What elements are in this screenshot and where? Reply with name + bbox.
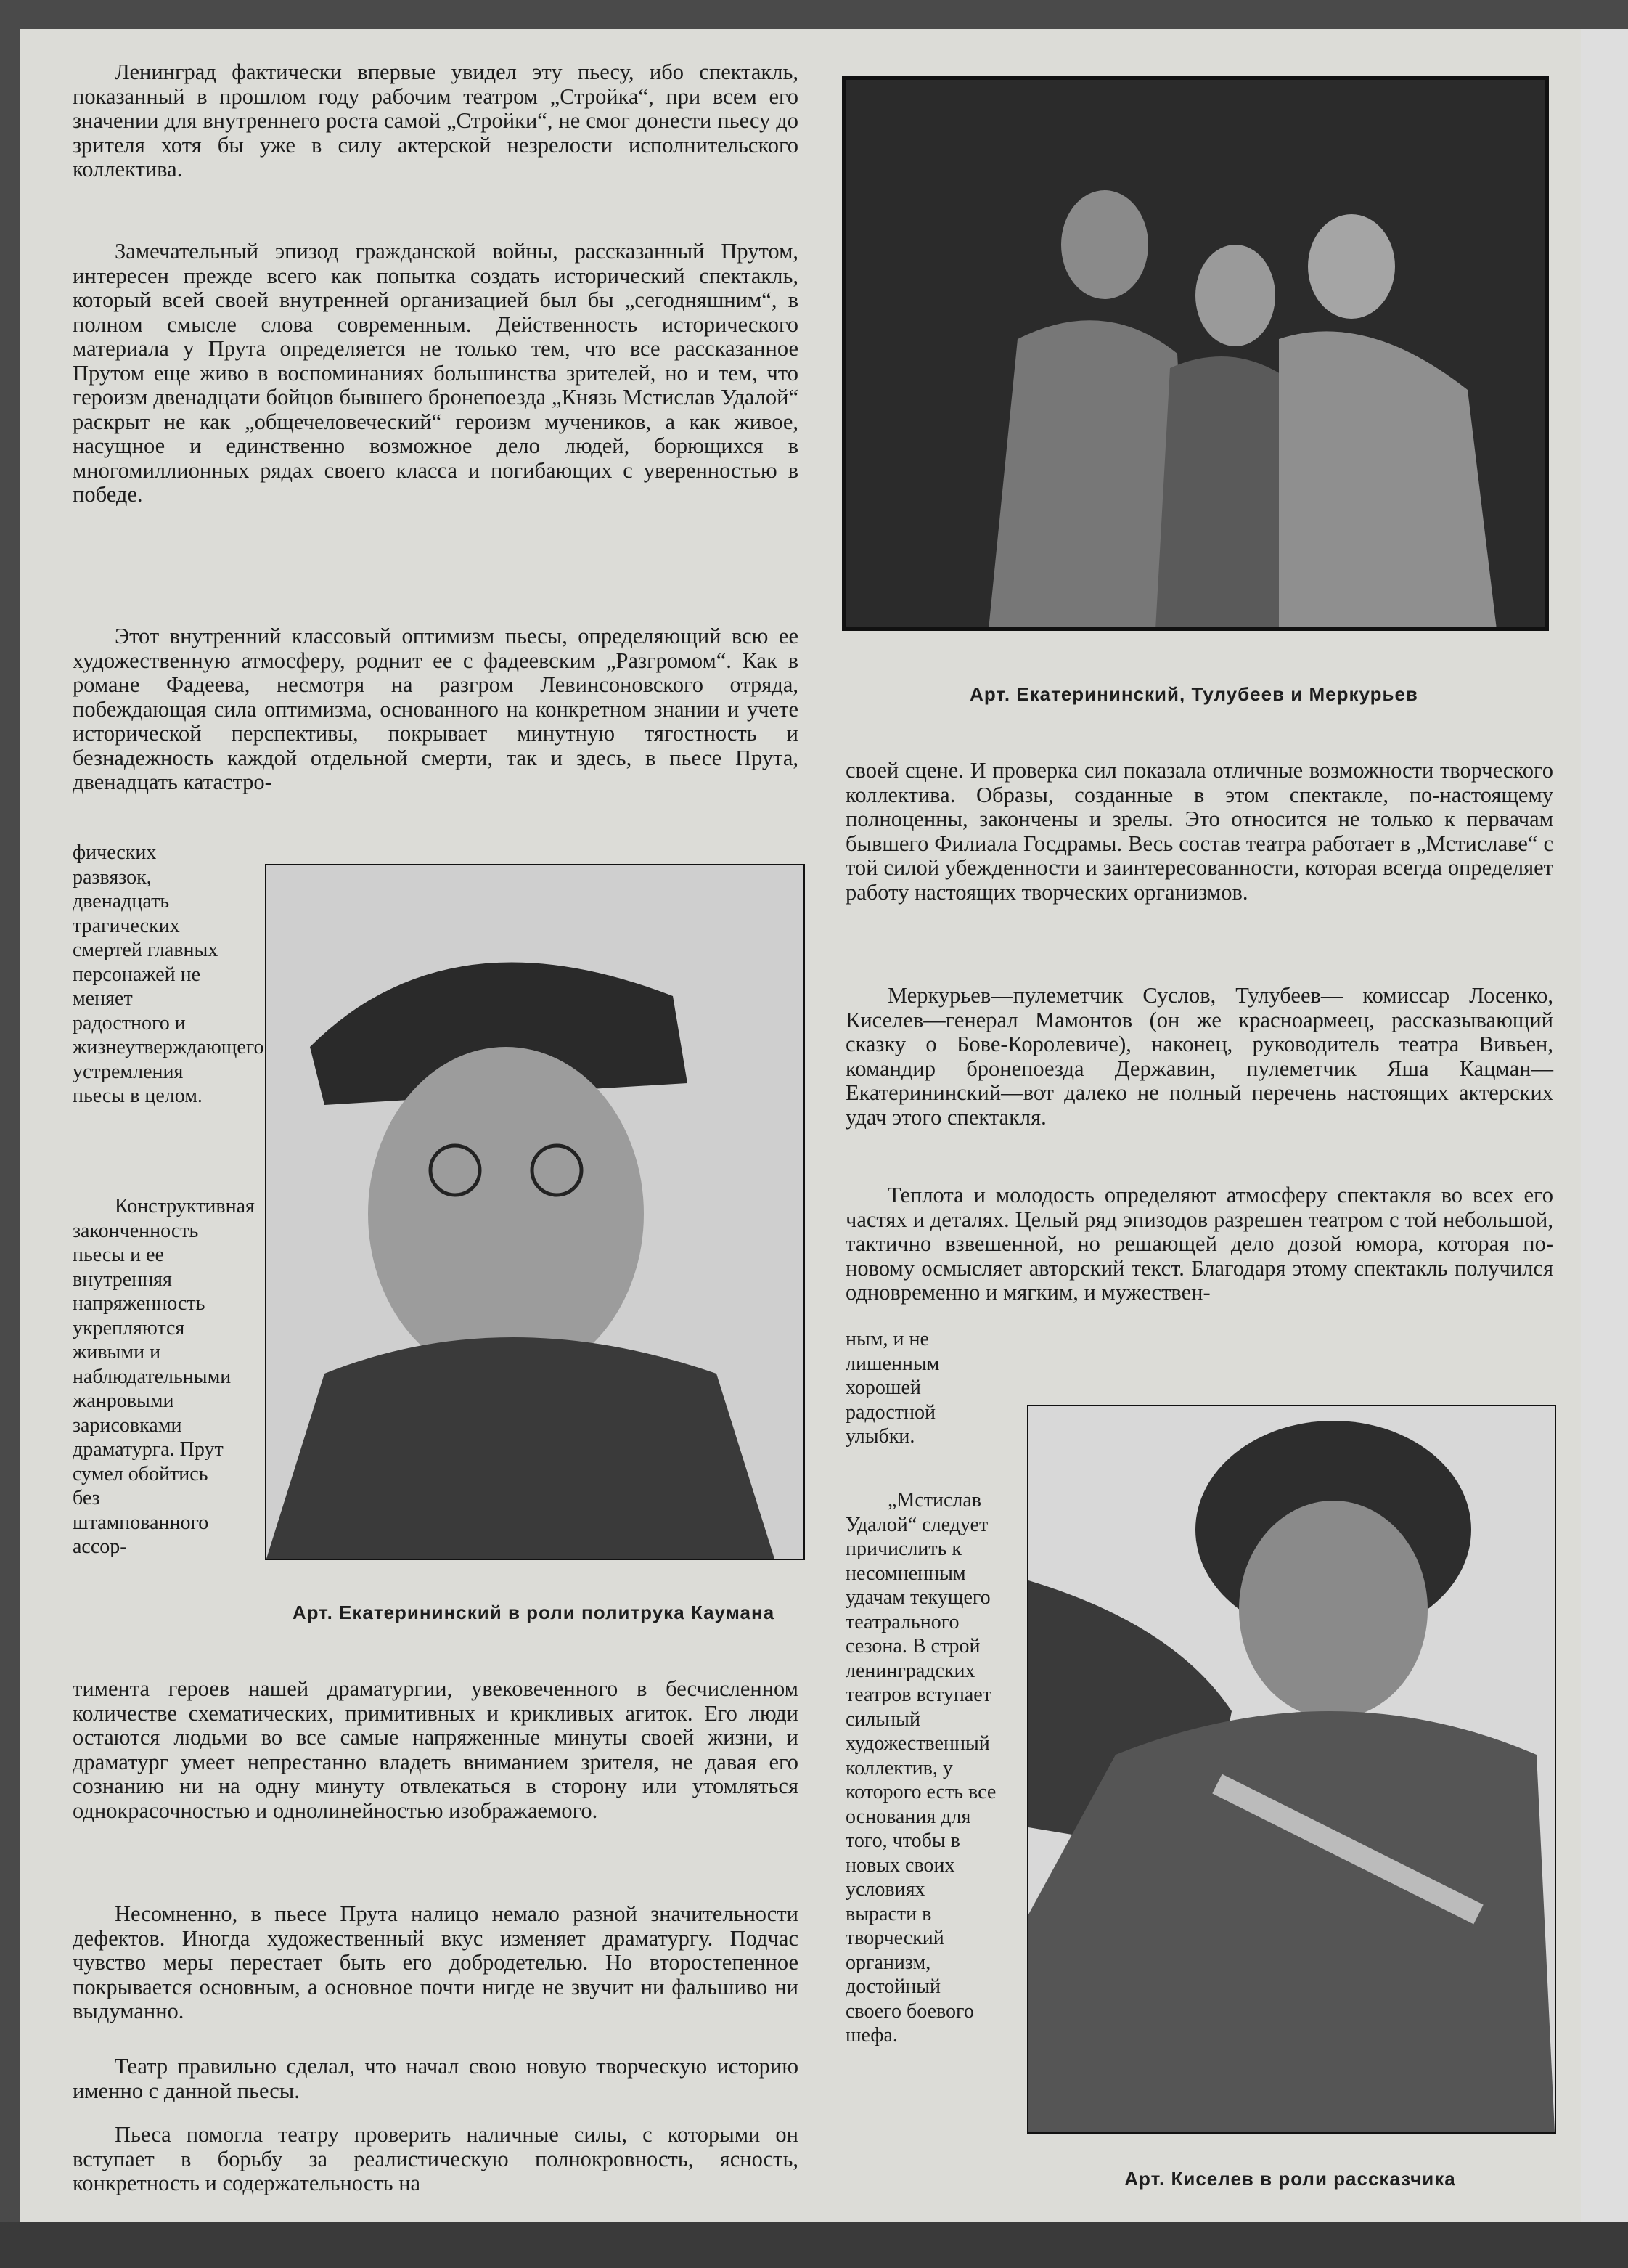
article-paragraph-2: Замечательный эпизод гражданской войны, рассказанный Прутом, интересен прежде всего как попытка создать исторический спектакль, который всей своей внутренней организацией был бы „сегодняшним“, в полном смысле слова современным. Действенность исторического материала у Прута определяется не только тем, что все рассказанное Прутом еще живо в воспоминаниях большинства зрителей, но и тем, что героизм двенадцати бойцов бывшего бронепоезда „Князь Мстислав Удалой“ раскрыт не как „общечеловеческий“ героизм мучеников, а как живое, насущное и единственно возможное дело людей, борющихся в многомиллионных рядах своего класса и погибающих с уверенностью в победе. <box>73 239 798 507</box>
caption-photo-three-actors: Арт. Екатерининский, Тулубеев и Меркурьев <box>970 683 1418 705</box>
article-paragraph-9: Меркурьев—пулеметчик Суслов, Тулубеев— комиссар Лосенко, Киселев—генерал Мамонтов (он же красноармеец, рассказывающий сказку о Бове-Королевиче), наконец, руководитель театра Вивьен, командир бронепоезда Державин, пулеметчик Яша Кацман—Екатерининский—вот далеко не полный перечень настоящих актерских удач этого спектакля. <box>846 983 1553 1130</box>
article-paragraph-3-continued: фических развязок, двенадцать трагических смертей главных персонажей не меняет радостного и жизнеутверждающего устремления пьесы в целом. <box>73 841 264 1107</box>
article-paragraph-8: своей сцене. И проверка сил показала отличные возможности творческого коллектива. Образы, созданные в этом спектакле, по-настоящему полноценны, закончены и зрелы. Это относится не только к первачам бывшего Филиала Госдрамы. Весь состав театра работает в „Мстиславе“ с той силой убежденности и заинтересованности, которая всегда определяет работу настоящих творческих организмов. <box>846 758 1553 905</box>
article-paragraph-3: Этот внутренний классовый оптимизм пьесы, определяющий всю ее художественную атмосферу, роднит ее с фадеевским „Разгромом“. Как в романе Фадеева, несмотря на разгром Левинсоновского отряда, побеждающая сила оптимизма, основанного на конкретном знании и учете исторической перспективы, покрывает минутную тягостность и безнадежность каждой отдельной смерти, так и здесь, в пьесе Прута, двенадцать катастро- <box>73 624 798 794</box>
caption-photo-kiselev: Арт. Киселев в роли рассказчика <box>1124 2168 1456 2190</box>
photo-three-actors-image <box>843 78 1547 629</box>
article-paragraph-11: „Мстислав Удалой“ следует причислить к несомненным удачам текущего театрального сезона. В строй ленинградских театров вступает сильный художественный коллектив, у которого есть все основания для того, чтобы в новых своих условиях вырасти в творческий организм, достойный своего боевого шефа. <box>846 1489 997 2047</box>
photo-ekaterininsky-image <box>266 865 803 1559</box>
photo-kiselev-image <box>1028 1406 1555 2132</box>
article-paragraph-4-continued: тимента героев нашей драматургии, увековеченного в бесчисленном количестве схематических, примитивных и крикливых агиток. Его люди остаются людьми во все самые напряженные минуты своей жизни, и драматург умеет непрестанно владеть вниманием зрителя, не давая его сознанию ни на одну минуту отвлекаться в сторону или утомляться однокрасочностью и однолинейностью изображаемого. <box>73 1676 798 1823</box>
caption-photo-ekaterininsky: Арт. Екатерининский в роли политрука Каумана <box>292 1602 775 1623</box>
page-edge-bottom <box>0 2222 1628 2268</box>
article-paragraph-10: Теплота и молодость определяют атмосферу спектакля во всех его частях и деталях. Целый ряд эпизодов разрешен театром с той небольшой, тактично взвешенной, но решающей дело дозой юмора, которая по-новому осмысляет авторский текст. Благодаря этому спектакль получился одновременно и мягким, и мужествен- <box>846 1183 1553 1305</box>
article-paragraph-4: Конструктивная законченность пьесы и ее внутренняя напряженность укрепляются живыми и наблюдательными жанровыми зарисовками драматурга. Прут сумел обойтись без штампованного ассор- <box>73 1195 255 1558</box>
article-paragraph-5: Несомненно, в пьесе Прута налицо немало разной значительности дефектов. Иногда художественный вкус изменяет драматургу. Подчас чувство меры перестает быть его добродетелью. Но второстепенное покрывается основным, а основное почти нигде не звучит ни фальшиво ни выдуманно. <box>73 1901 798 2023</box>
photo-ekaterininsky-politruk <box>265 864 805 1560</box>
article-paragraph-6: Театр правильно сделал, что начал свою новую творческую историю именно с данной пьесы. <box>73 2054 798 2103</box>
article-paragraph-7: Пьеса помогла театру проверить наличные силы, с которыми он вступает в борьбу за реалистическую полнокровность, ясность, конкретность и содержательность на <box>73 2122 798 2195</box>
page-edge-right <box>1581 29 1628 2251</box>
photo-kiselev-narrator <box>1027 1405 1556 2134</box>
article-paragraph-1: Ленинград фактически впервые увидел эту пьесу, ибо спектакль, показанный в прошлом году рабочим театром „Стройка“, при всем его значении для внутреннего роста самой „Стройки“, не смог донести пьесу до зрителя хотя бы уже в силу актерской незрелости исполнительского коллектива. <box>73 60 798 181</box>
article-paragraph-10-continued: ным, и не лишенным хорошей радостной улыбки. <box>846 1328 940 1448</box>
photo-three-actors <box>842 76 1549 631</box>
